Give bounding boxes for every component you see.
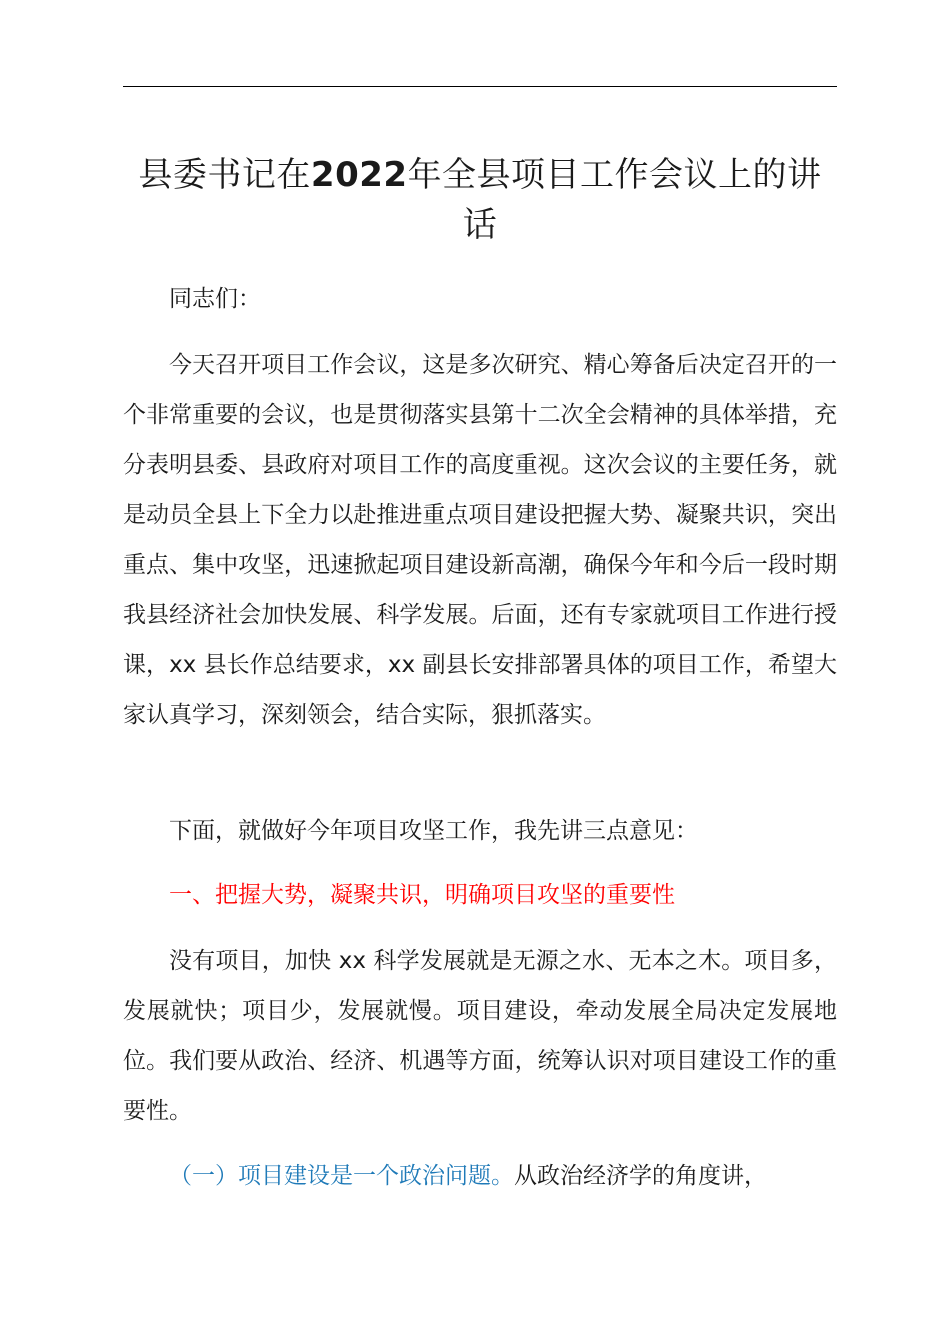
paragraph-subsection-1 [123,1151,837,1201]
header-rule [123,86,837,87]
section-heading-1: 一、把握大势，凝聚共识，明确项目攻坚的重要性 [169,882,675,908]
title-year: 2022 [310,155,408,195]
paragraph-intro: 下面，就做好今年项目攻坚工作，我先讲三点意见： [169,818,698,844]
subsection-text-1: 从政治经济学的角度讲， [514,1163,767,1189]
paragraph-section-1: 没有项目，加快 xx 科学发展就是无源之水、无本之木。项目多，发展就快；项目少，发展就慢。项目建设，牵动发展全局决定发展地位。我们要从政治、经济、机遇等方面，统筹认识对项目建设工作的重要性。 [123,948,837,1124]
title-suffix: 年全县项目工作会议上的讲话 [407,155,822,245]
salutation: 同志们： [169,286,261,312]
subsection-heading-1: （一）项目建设是一个政治问题。 [169,1163,514,1189]
paragraph-opening: 今天召开项目工作会议，这是多次研究、精心筹备后决定召开的一个非常重要的会议，也是贯彻落实县第十二次全会精神的具体举措，充分表明县委、县政府对项目工作的高度重视。这次会议的主要任务，就是动员全县上下全力以赴推进重点项目建设把握大势、凝聚共识，突出重点、集中攻坚，迅速掀起项目建设新高潮，确保今年和今后一段时期我县经济社会加快发展、科学发展。后面，还有专家就项目工作进行授课，xx 县长作总结要求，xx 副县长安排部署具体的项目工作，希望大家认真学习，深刻领会，结合实际，狠抓落实。 [123,352,837,728]
title-prefix: 县委书记在 [138,155,311,195]
page-title [123,150,837,250]
